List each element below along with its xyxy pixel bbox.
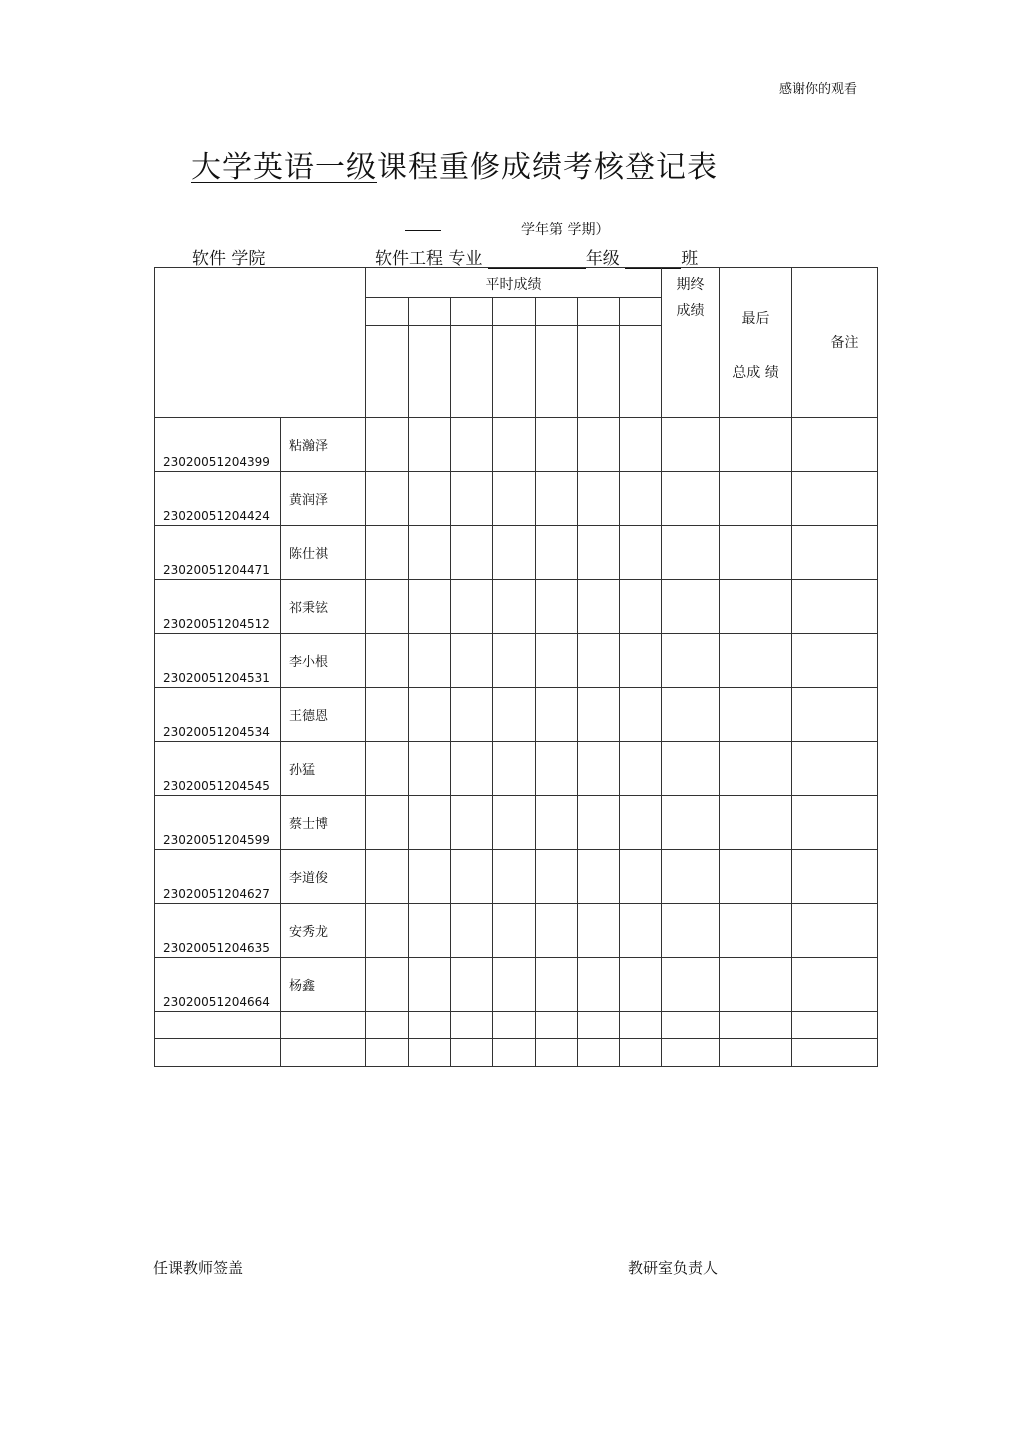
student-id: 23020051204635 [163,941,270,955]
usual-score-cell[interactable] [620,850,662,904]
usual-score-cell[interactable] [620,904,662,958]
usual-score-cell[interactable] [409,742,451,796]
student-id: 23020051204627 [163,887,270,901]
usual-score-cell[interactable] [451,904,493,958]
student-name-cell [281,688,366,742]
usual-score-header: 平时成绩 [366,268,662,298]
usual-score-cell[interactable] [493,742,536,796]
usual-score-cell[interactable] [620,418,662,472]
usual-score-cell[interactable] [451,418,493,472]
usual-score-cell[interactable] [578,418,620,472]
remarks-cell[interactable] [792,526,878,580]
usual-subcol[interactable] [451,326,493,418]
usual-score-cell[interactable] [366,1012,409,1039]
usual-score-cell[interactable] [493,850,536,904]
total-score-header: 最后 总成 绩 [720,268,792,418]
usual-score-cell[interactable] [620,1012,662,1039]
usual-score-cell[interactable] [493,418,536,472]
table-row [155,796,878,850]
usual-score-cell[interactable] [578,904,620,958]
usual-score-cell[interactable] [409,688,451,742]
remarks-cell[interactable] [792,904,878,958]
final-exam-cell[interactable] [662,958,720,1012]
usual-subcol[interactable] [409,298,451,326]
class-label: 班 [681,249,699,269]
usual-score-cell[interactable] [366,958,409,1012]
student-name: 孙猛 [289,763,316,778]
usual-score-cell[interactable] [451,688,493,742]
student-id-cell [155,418,281,472]
usual-score-cell[interactable] [409,634,451,688]
usual-score-cell[interactable] [409,418,451,472]
usual-score-cell[interactable] [409,904,451,958]
usual-score-cell[interactable] [493,526,536,580]
student-name: 李道俊 [289,871,329,886]
student-name: 王德恩 [289,709,329,724]
usual-score-cell[interactable] [409,1012,451,1039]
usual-score-cell[interactable] [451,850,493,904]
usual-score-cell[interactable] [366,688,409,742]
final-exam-cell[interactable] [662,850,720,904]
usual-subcol[interactable] [578,298,620,326]
usual-score-cell[interactable] [536,1012,578,1039]
college-label: 软件 学院 [192,249,266,269]
remarks-cell[interactable] [792,580,878,634]
student-name-cell [281,850,366,904]
student-id-cell [155,742,281,796]
watermark-text: 感谢你的观看 [779,82,858,97]
table-row [155,418,878,472]
usual-score-cell[interactable] [620,958,662,1012]
usual-score-cell[interactable] [366,634,409,688]
student-id: 23020051204531 [163,671,270,685]
usual-score-cell[interactable] [536,580,578,634]
final-exam-cell[interactable] [662,1012,720,1039]
remarks-cell[interactable] [792,418,878,472]
total-score-cell[interactable] [720,526,792,580]
usual-score-cell[interactable] [620,1039,662,1067]
usual-subcol[interactable] [366,298,409,326]
total-score-cell[interactable] [720,634,792,688]
student-id-cell [155,634,281,688]
usual-score-cell[interactable] [620,472,662,526]
usual-score-cell[interactable] [536,796,578,850]
table-row [155,850,878,904]
usual-score-cell[interactable] [493,904,536,958]
usual-score-cell[interactable] [409,958,451,1012]
student-name-cell [281,418,366,472]
usual-score-cell[interactable] [536,634,578,688]
usual-score-cell[interactable] [451,580,493,634]
student-name-cell [281,526,366,580]
usual-score-cell[interactable] [578,1012,620,1039]
student-name-cell [281,634,366,688]
total-score-cell[interactable] [720,958,792,1012]
total-score-cell[interactable] [720,850,792,904]
usual-score-cell[interactable] [366,742,409,796]
usual-score-cell[interactable] [493,958,536,1012]
grade-label: 年级 [585,249,620,269]
student-name-cell [281,472,366,526]
score-table [154,267,878,1067]
remarks-cell[interactable] [792,472,878,526]
usual-score-cell[interactable] [409,796,451,850]
student-id-cell [155,850,281,904]
student-id: 23020051204424 [163,509,270,523]
usual-subcol[interactable] [366,326,409,418]
student-name: 粘瀚泽 [289,439,329,454]
remarks-cell[interactable] [792,958,878,1012]
student-id-cell [155,1039,281,1067]
usual-score-cell[interactable] [578,958,620,1012]
table-body [155,268,878,1067]
total-score-cell[interactable] [720,688,792,742]
table-row [155,1012,878,1039]
student-id: 23020051204534 [163,725,270,739]
final-exam-cell[interactable] [662,580,720,634]
usual-score-cell[interactable] [451,1012,493,1039]
usual-subcol[interactable] [493,298,536,326]
student-name: 杨鑫 [289,979,316,994]
student-id: 23020051204512 [163,617,270,631]
usual-score-cell[interactable] [578,526,620,580]
usual-score-cell[interactable] [536,418,578,472]
remarks-cell[interactable] [792,742,878,796]
usual-score-cell[interactable] [536,958,578,1012]
final-exam-cell[interactable] [662,634,720,688]
usual-score-cell[interactable] [493,580,536,634]
usual-score-cell[interactable] [409,1039,451,1067]
total-score-cell[interactable] [720,1012,792,1039]
usual-score-cell[interactable] [620,634,662,688]
usual-score-cell[interactable] [366,472,409,526]
student-name-cell [281,904,366,958]
student-name-cell [281,796,366,850]
student-id-cell [155,526,281,580]
usual-score-cell[interactable] [536,688,578,742]
usual-subcol[interactable] [451,298,493,326]
table-row [155,742,878,796]
student-id: 23020051204599 [163,833,270,847]
usual-score-cell[interactable] [578,472,620,526]
student-name-cell [281,580,366,634]
student-name-cell [281,958,366,1012]
usual-score-cell[interactable] [536,904,578,958]
usual-score-cell[interactable] [409,472,451,526]
usual-score-cell[interactable] [493,472,536,526]
total-score-cell[interactable] [720,796,792,850]
usual-score-cell[interactable] [366,526,409,580]
usual-score-cell[interactable] [451,796,493,850]
usual-score-cell[interactable] [620,796,662,850]
student-id-cell [155,688,281,742]
final-exam-header: 期终 成绩 [662,268,720,418]
total-score-cell[interactable] [720,1039,792,1067]
usual-score-cell[interactable] [409,580,451,634]
final-exam-cell[interactable] [662,472,720,526]
student-id-cell [155,472,281,526]
usual-subcol[interactable] [620,326,662,418]
student-name: 安秀龙 [289,925,329,940]
course-name: 大学英语一级 [191,150,377,185]
final-exam-cell[interactable] [662,688,720,742]
usual-subcol[interactable] [620,298,662,326]
student-name: 蔡士博 [289,817,329,832]
year-blank [405,230,441,231]
usual-score-cell[interactable] [620,580,662,634]
student-id-cell [155,1012,281,1039]
usual-score-cell[interactable] [366,850,409,904]
page-title [191,142,718,186]
table-row [155,526,878,580]
usual-score-cell[interactable] [620,742,662,796]
usual-score-cell[interactable] [493,688,536,742]
student-id-cell [155,796,281,850]
usual-score-cell[interactable] [451,472,493,526]
major-label: 软件工程 专业 [375,249,483,269]
final-exam-cell[interactable] [662,742,720,796]
final-exam-cell[interactable] [662,418,720,472]
final-exam-cell[interactable] [662,526,720,580]
usual-score-cell[interactable] [578,580,620,634]
usual-score-cell[interactable] [451,742,493,796]
student-name: 李小根 [289,655,329,670]
usual-score-cell[interactable] [536,850,578,904]
usual-score-cell[interactable] [578,1039,620,1067]
table-row [155,688,878,742]
usual-score-cell[interactable] [451,526,493,580]
remarks-header: 备注 [792,268,878,418]
student-id-cell [155,958,281,1012]
student-name: 祁秉铉 [289,601,329,616]
table-row [155,472,878,526]
usual-subcol[interactable] [536,326,578,418]
final-exam-cell[interactable] [662,1039,720,1067]
usual-score-cell[interactable] [578,688,620,742]
student-id-cell [155,580,281,634]
usual-score-cell[interactable] [366,904,409,958]
student-name: 黄润泽 [289,493,329,508]
teacher-signature-label: 任课教师签盖 [153,1259,244,1277]
usual-score-cell[interactable] [620,688,662,742]
table-row [155,904,878,958]
student-name-cell [281,742,366,796]
usual-score-cell[interactable] [366,580,409,634]
remarks-cell[interactable] [792,850,878,904]
major-grade-class-line [375,244,698,269]
usual-score-cell[interactable] [451,634,493,688]
header-blank-cell [155,268,366,418]
usual-score-cell[interactable] [578,796,620,850]
usual-score-cell[interactable] [536,526,578,580]
usual-score-cell[interactable] [578,850,620,904]
table-row [155,958,878,1012]
usual-score-cell[interactable] [451,1039,493,1067]
total-score-cell[interactable] [720,580,792,634]
usual-score-cell[interactable] [620,526,662,580]
table-row [155,580,878,634]
usual-subcol[interactable] [409,326,451,418]
total-score-cell[interactable] [720,418,792,472]
table-row [155,634,878,688]
remarks-cell[interactable] [792,1039,878,1067]
usual-score-cell[interactable] [536,472,578,526]
usual-score-cell[interactable] [366,1039,409,1067]
usual-score-cell[interactable] [536,1039,578,1067]
total-score-cell[interactable] [720,472,792,526]
usual-score-cell[interactable] [366,796,409,850]
usual-score-cell[interactable] [366,418,409,472]
usual-score-cell[interactable] [493,1012,536,1039]
usual-score-cell[interactable] [536,742,578,796]
remarks-cell[interactable] [792,634,878,688]
table-row [155,1039,878,1067]
usual-subcol[interactable] [493,326,536,418]
student-id-cell [155,904,281,958]
usual-score-cell[interactable] [409,850,451,904]
student-id: 23020051204664 [163,995,270,1009]
student-id: 23020051204545 [163,779,270,793]
remarks-cell[interactable] [792,1012,878,1039]
semester-label: 学年第 学期） [521,222,610,238]
remarks-cell[interactable] [792,688,878,742]
final-exam-cell[interactable] [662,796,720,850]
student-id: 23020051204471 [163,563,270,577]
usual-subcol[interactable] [536,298,578,326]
student-name-cell [281,1012,366,1039]
total-score-cell[interactable] [720,742,792,796]
student-name: 陈仕祺 [289,547,329,562]
final-exam-cell[interactable] [662,904,720,958]
usual-score-cell[interactable] [578,634,620,688]
usual-score-cell[interactable] [493,796,536,850]
usual-score-cell[interactable] [409,526,451,580]
usual-score-cell[interactable] [578,742,620,796]
student-name-cell [281,1039,366,1067]
title-rest: 课程重修成绩考核登记表 [377,150,718,185]
usual-score-cell[interactable] [493,634,536,688]
remarks-cell[interactable] [792,796,878,850]
usual-score-cell[interactable] [493,1039,536,1067]
usual-score-cell[interactable] [451,958,493,1012]
usual-subcol[interactable] [578,326,620,418]
office-head-label: 教研室负责人 [628,1259,719,1277]
semester-line [405,219,609,239]
student-id: 23020051204399 [163,455,270,469]
total-score-cell[interactable] [720,904,792,958]
